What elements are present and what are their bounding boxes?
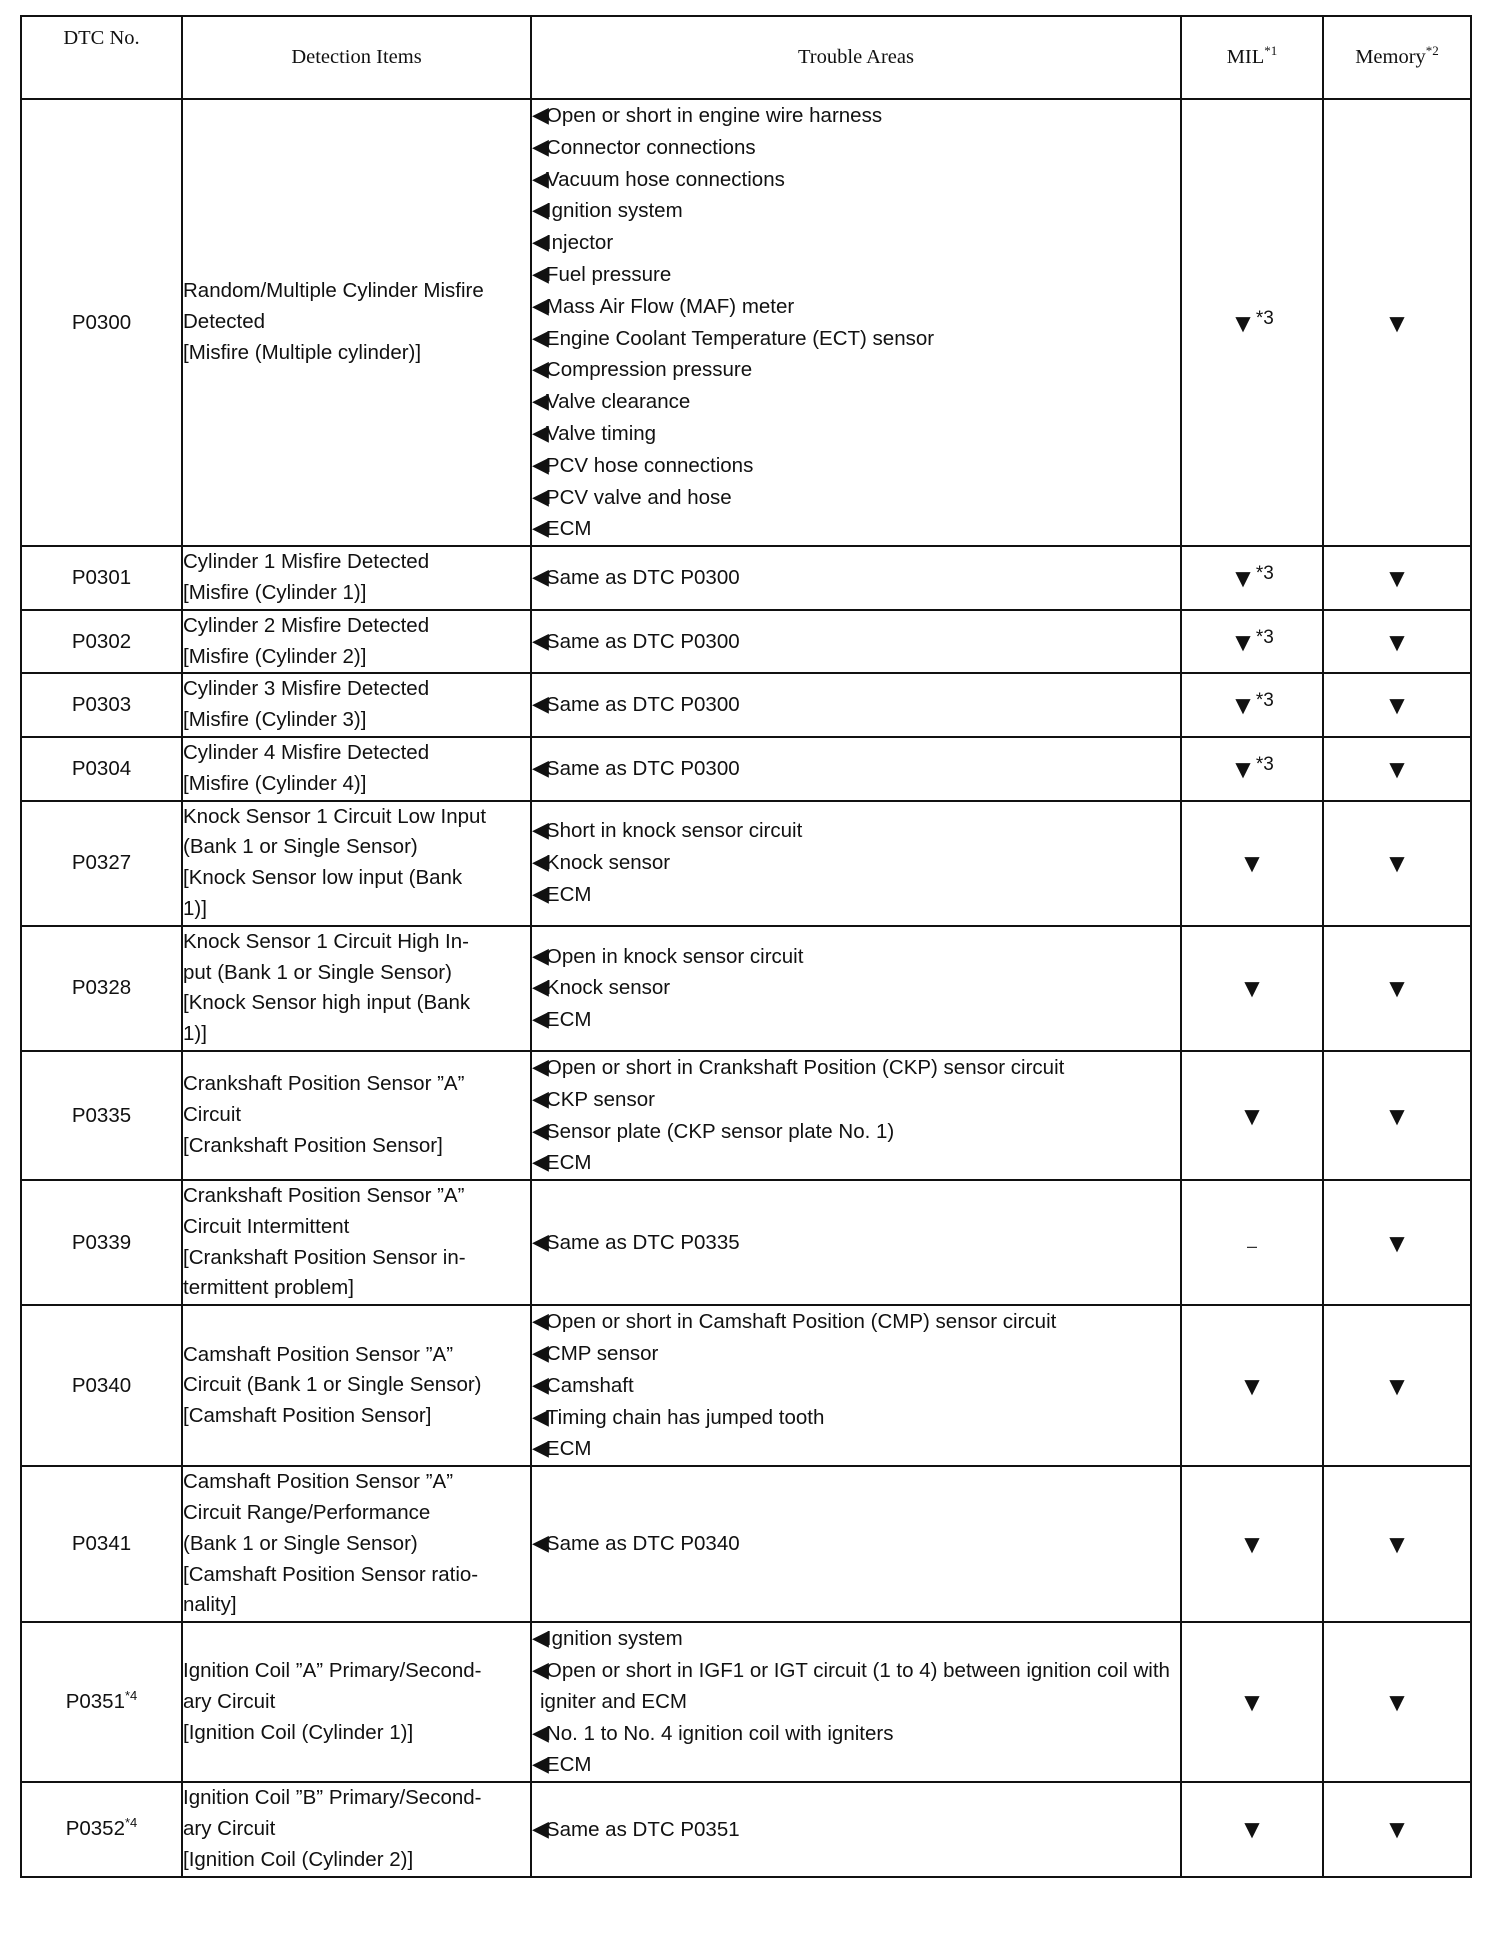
bullet-arrow-icon: ◀ xyxy=(532,1228,549,1254)
dtc-code: P0352 xyxy=(65,1817,125,1841)
bullet-arrow-icon: ◀ xyxy=(532,974,549,1000)
trouble-area-item xyxy=(532,562,1180,594)
trouble-area-item xyxy=(532,972,1180,1004)
detection-item-line: (Bank 1 or Single Sensor) xyxy=(183,1531,418,1555)
mil-cell xyxy=(1181,1051,1323,1180)
trouble-area-item xyxy=(532,482,1180,514)
trouble-area-item xyxy=(532,450,1180,482)
table-row xyxy=(21,546,1471,610)
table-row xyxy=(21,801,1471,926)
bullet-arrow-icon: ◀ xyxy=(532,1435,549,1461)
detection-items-cell xyxy=(182,546,531,610)
detection-item-line: Camshaft Position Sensor ”A” xyxy=(183,1342,454,1366)
memory-cell xyxy=(1323,1782,1471,1876)
memory-cell xyxy=(1323,1466,1471,1622)
trouble-area-item xyxy=(532,689,1180,721)
bullet-arrow-icon: ◀ xyxy=(532,1530,549,1556)
trouble-area-item xyxy=(532,132,1180,164)
trouble-area-item xyxy=(532,386,1180,418)
trouble-area-text: Same as DTC P0300 xyxy=(545,756,740,780)
detection-items-cell xyxy=(182,673,531,737)
memory-cell xyxy=(1323,1305,1471,1466)
trouble-area-text: ECM xyxy=(545,1151,592,1175)
trouble-area-item xyxy=(532,1147,1180,1179)
trouble-area-item xyxy=(532,1227,1180,1259)
detection-items-cell xyxy=(182,1622,531,1782)
trouble-area-item xyxy=(532,626,1180,658)
bullet-arrow-icon: ◀ xyxy=(532,881,549,907)
dtc-code: P0302 xyxy=(71,629,132,653)
memory-mark-icon: ▼ xyxy=(1384,562,1410,593)
memory-cell xyxy=(1323,737,1471,801)
detection-item-line: Cylinder 2 Misfire Detected xyxy=(183,613,430,637)
bullet-arrow-icon: ◀ xyxy=(532,451,549,477)
detection-item-line: ary Circuit xyxy=(183,1817,276,1841)
trouble-area-item xyxy=(532,195,1180,227)
mil-footnote-ref: *3 xyxy=(1255,626,1274,648)
trouble-area-text: ECM xyxy=(545,883,592,907)
memory-cell xyxy=(1323,801,1471,926)
memory-mark-icon: ▼ xyxy=(1384,1687,1410,1718)
table-row xyxy=(21,673,1471,737)
mil-on-mark-icon: ▼ xyxy=(1239,1814,1265,1845)
trouble-area-item xyxy=(532,815,1180,847)
dtc-code-cell xyxy=(21,1305,182,1466)
trouble-area-text: Same as DTC P0351 xyxy=(545,1817,740,1841)
header-memory: Memory$^{*2}$ xyxy=(1323,16,1471,99)
detection-item-line: [Misfire (Cylinder 1)] xyxy=(183,580,367,604)
detection-items-cell xyxy=(182,737,531,801)
detection-item-line: Knock Sensor 1 Circuit High In- xyxy=(183,929,469,953)
memory-mark-icon: ▼ xyxy=(1384,1370,1410,1401)
trouble-area-text: Injector xyxy=(545,231,614,255)
header-mil: MIL$^{*1}$ xyxy=(1181,16,1323,99)
dtc-code-cell xyxy=(21,99,182,546)
detection-items-cell xyxy=(182,801,531,926)
bullet-arrow-icon: ◀ xyxy=(532,229,549,255)
bullet-arrow-icon: ◀ xyxy=(532,1149,549,1175)
trouble-area-text: Camshaft xyxy=(545,1373,634,1397)
detection-item-line: Camshaft Position Sensor ”A” xyxy=(183,1470,454,1494)
memory-mark-icon: ▼ xyxy=(1384,1227,1410,1258)
dtc-code-cell xyxy=(21,1622,182,1782)
bullet-arrow-icon: ◀ xyxy=(532,627,549,653)
mil-cell xyxy=(1181,99,1323,546)
bullet-arrow-icon: ◀ xyxy=(532,102,549,127)
trouble-area-item xyxy=(532,323,1180,355)
trouble-area-text: Sensor plate (CKP sensor plate No. 1) xyxy=(545,1119,895,1143)
trouble-area-text: Connector connections xyxy=(545,135,756,159)
trouble-areas-cell xyxy=(531,1180,1181,1305)
detection-items-cell xyxy=(182,99,531,546)
trouble-area-item xyxy=(532,847,1180,879)
trouble-area-item xyxy=(532,259,1180,291)
trouble-area-item xyxy=(532,1084,1180,1116)
trouble-area-item xyxy=(532,1718,1180,1750)
memory-cell xyxy=(1323,610,1471,674)
mil-footnote-ref: *3 xyxy=(1255,753,1274,775)
trouble-area-text: PCV hose connections xyxy=(545,453,754,477)
mil-cell xyxy=(1181,610,1323,674)
bullet-arrow-icon: ◀ xyxy=(532,356,549,382)
mil-cell xyxy=(1181,546,1323,610)
mil-cell xyxy=(1181,1466,1323,1622)
detection-item-line: [Knock Sensor low input (Bank xyxy=(183,866,463,890)
bullet-arrow-icon: ◀ xyxy=(532,1719,549,1745)
detection-item-line: 1)] xyxy=(183,1022,207,1046)
detection-item-line: Ignition Coil ”B” Primary/Second- xyxy=(183,1786,482,1810)
table-row xyxy=(21,1051,1471,1180)
memory-cell xyxy=(1323,1051,1471,1180)
trouble-area-item xyxy=(532,1528,1180,1560)
memory-cell xyxy=(1323,926,1471,1051)
detection-item-line: termittent problem] xyxy=(183,1276,354,1300)
trouble-area-text: Same as DTC P0335 xyxy=(545,1230,740,1254)
table-row xyxy=(21,1622,1471,1782)
table-body xyxy=(21,99,1471,1877)
memory-mark-icon: ▼ xyxy=(1384,307,1410,338)
trouble-area-text: Compression pressure xyxy=(545,358,753,382)
trouble-area-item xyxy=(532,1306,1180,1338)
detection-item-line: Knock Sensor 1 Circuit Low Input xyxy=(183,804,487,828)
mil-footnote-ref: *3 xyxy=(1255,307,1274,329)
bullet-arrow-icon: ◀ xyxy=(532,1085,549,1111)
dtc-code: P0335 xyxy=(71,1103,132,1127)
detection-item-line: 1)] xyxy=(183,896,207,920)
trouble-area-item xyxy=(532,291,1180,323)
table-row xyxy=(21,1466,1471,1622)
mil-cell xyxy=(1181,926,1323,1051)
trouble-areas-cell xyxy=(531,1051,1181,1180)
trouble-area-item xyxy=(532,1623,1180,1655)
trouble-area-text: ECM xyxy=(545,517,592,541)
trouble-area-item xyxy=(532,513,1180,545)
trouble-area-item xyxy=(532,941,1180,973)
mil-on-mark-icon: ▼ xyxy=(1239,848,1265,879)
bullet-arrow-icon: ◀ xyxy=(532,564,549,590)
trouble-area-text: No. 1 to No. 4 ignition coil with igniters xyxy=(545,1721,894,1745)
trouble-area-item xyxy=(532,227,1180,259)
detection-item-line: [Misfire (Multiple cylinder)] xyxy=(183,340,422,364)
trouble-area-item xyxy=(532,100,1180,132)
bullet-arrow-icon: ◀ xyxy=(532,817,549,843)
trouble-area-text: CMP sensor xyxy=(545,1342,659,1366)
trouble-area-text: PCV valve and hose xyxy=(545,485,732,509)
trouble-area-text: Same as DTC P0300 xyxy=(545,693,740,717)
detection-items-cell xyxy=(182,1051,531,1180)
trouble-area-item xyxy=(532,1433,1180,1465)
bullet-arrow-icon: ◀ xyxy=(532,942,549,968)
bullet-arrow-icon: ◀ xyxy=(532,515,549,541)
memory-mark-icon: ▼ xyxy=(1384,848,1410,879)
trouble-area-item xyxy=(532,753,1180,785)
trouble-areas-cell xyxy=(531,99,1181,546)
table-row xyxy=(21,1305,1471,1466)
bullet-arrow-icon: ◀ xyxy=(532,1006,549,1032)
mil-on-mark-icon: ▼ xyxy=(1230,307,1256,338)
dtc-code: P0328 xyxy=(71,976,132,1000)
table-row xyxy=(21,99,1471,546)
detection-item-line: ary Circuit xyxy=(183,1689,276,1713)
dtc-code-cell xyxy=(21,1180,182,1305)
detection-item-line: Ignition Coil ”A” Primary/Second- xyxy=(183,1659,482,1683)
memory-mark-icon: ▼ xyxy=(1384,626,1410,657)
memory-cell xyxy=(1323,673,1471,737)
header-dtc-no: DTC No. xyxy=(21,16,182,99)
detection-item-line: Random/Multiple Cylinder Misfire xyxy=(183,279,484,303)
detection-item-line: [Misfire (Cylinder 2)] xyxy=(183,644,367,668)
bullet-arrow-icon: ◀ xyxy=(532,483,549,509)
mil-cell xyxy=(1181,1180,1323,1305)
trouble-area-text: Same as DTC P0300 xyxy=(545,566,740,590)
dtc-code-cell xyxy=(21,926,182,1051)
dtc-code-cell xyxy=(21,1782,182,1876)
mil-cell xyxy=(1181,673,1323,737)
detection-item-line: Circuit Intermittent xyxy=(183,1214,350,1238)
mil-cell xyxy=(1181,1782,1323,1876)
trouble-area-text: Vacuum hose connections xyxy=(545,167,785,191)
dtc-code-cell xyxy=(21,1466,182,1622)
table-row xyxy=(21,1180,1471,1305)
trouble-area-text: ECM xyxy=(545,1008,592,1032)
table-row xyxy=(21,926,1471,1051)
detection-item-line: put (Bank 1 or Single Sensor) xyxy=(183,960,452,984)
trouble-area-text: Same as DTC P0340 xyxy=(545,1532,740,1556)
detection-item-line: Detected xyxy=(183,310,266,334)
bullet-arrow-icon: ◀ xyxy=(532,165,549,191)
bullet-arrow-icon: ◀ xyxy=(532,691,549,717)
dtc-code-cell xyxy=(21,610,182,674)
bullet-arrow-icon: ◀ xyxy=(532,754,549,780)
trouble-area-text: Knock sensor xyxy=(545,851,671,875)
trouble-areas-cell xyxy=(531,546,1181,610)
detection-item-line: Circuit Range/Performance xyxy=(183,1501,431,1525)
bullet-arrow-icon: ◀ xyxy=(532,260,549,286)
header-trouble-areas: Trouble Areas xyxy=(531,16,1181,99)
detection-item-line: [Camshaft Position Sensor ratio- xyxy=(183,1562,479,1586)
memory-mark-icon: ▼ xyxy=(1384,973,1410,1004)
trouble-area-text: Open or short in Crankshaft Position (CKP) sensor circuit xyxy=(545,1055,1065,1079)
dtc-code: P0341 xyxy=(71,1532,132,1556)
dtc-code-cell xyxy=(21,737,182,801)
table-header xyxy=(21,16,1471,99)
memory-mark-icon: ▼ xyxy=(1384,753,1410,784)
trouble-areas-cell xyxy=(531,926,1181,1051)
detection-item-line: Cylinder 1 Misfire Detected xyxy=(183,550,430,574)
trouble-area-item xyxy=(532,1052,1180,1084)
detection-item-line: [Crankshaft Position Sensor in- xyxy=(183,1245,466,1269)
header-detection-items: Detection Items xyxy=(182,16,531,99)
detection-item-line: [Misfire (Cylinder 4)] xyxy=(183,771,367,795)
trouble-area-text: Valve clearance xyxy=(545,390,691,414)
trouble-area-item xyxy=(532,1370,1180,1402)
mil-on-mark-icon: ▼ xyxy=(1230,753,1256,784)
trouble-area-text: Engine Coolant Temperature (ECT) sensor xyxy=(545,326,935,350)
trouble-area-text: Open in knock sensor circuit xyxy=(545,944,804,968)
dtc-code: P0351 xyxy=(65,1690,125,1714)
dtc-code-cell xyxy=(21,546,182,610)
bullet-arrow-icon: ◀ xyxy=(532,133,549,159)
memory-mark-icon: ▼ xyxy=(1384,690,1410,721)
mil-cell xyxy=(1181,1622,1323,1782)
detection-items-cell xyxy=(182,1305,531,1466)
bullet-arrow-icon: ◀ xyxy=(532,419,549,445)
detection-item-line: Crankshaft Position Sensor ”A” xyxy=(183,1184,465,1208)
trouble-area-text: Ignition system xyxy=(545,1627,683,1651)
detection-item-line: [Ignition Coil (Cylinder 1)] xyxy=(183,1720,414,1744)
bullet-arrow-icon: ◀ xyxy=(532,1371,549,1397)
mil-on-mark-icon: ▼ xyxy=(1239,1687,1265,1718)
trouble-areas-cell xyxy=(531,801,1181,926)
mil-on-mark-icon: ▼ xyxy=(1239,1529,1265,1560)
trouble-area-item xyxy=(532,879,1180,911)
trouble-area-text: Knock sensor xyxy=(545,976,671,1000)
detection-item-line: [Misfire (Cylinder 3)] xyxy=(183,708,367,732)
trouble-area-text: Same as DTC P0300 xyxy=(545,629,740,653)
detection-item-line: [Knock Sensor high input (Bank xyxy=(183,991,471,1015)
mil-cell xyxy=(1181,737,1323,801)
memory-footnote-mark: *2 xyxy=(1425,43,1439,59)
memory-mark-icon: ▼ xyxy=(1384,1814,1410,1845)
detection-items-cell xyxy=(182,1782,531,1876)
trouble-area-text: ECM xyxy=(545,1437,592,1461)
bullet-arrow-icon: ◀ xyxy=(532,292,549,318)
trouble-area-text: Open or short in IGF1 or IGT circuit (1 to 4) between ignition coil with igniter and ECM xyxy=(540,1659,1170,1713)
dtc-code-cell xyxy=(21,1051,182,1180)
trouble-area-item xyxy=(532,1338,1180,1370)
bullet-arrow-icon: ◀ xyxy=(532,1340,549,1366)
detection-item-line: Cylinder 3 Misfire Detected xyxy=(183,677,430,701)
bullet-arrow-icon: ◀ xyxy=(532,1751,549,1777)
memory-cell xyxy=(1323,1180,1471,1305)
table-row xyxy=(21,1782,1471,1876)
bullet-arrow-icon: ◀ xyxy=(532,1308,549,1334)
detection-item-line: [Camshaft Position Sensor] xyxy=(183,1404,432,1428)
detection-item-line: Cylinder 4 Misfire Detected xyxy=(183,740,430,764)
header-row xyxy=(21,16,1471,99)
trouble-area-text: Ignition system xyxy=(545,199,683,223)
trouble-area-item xyxy=(532,164,1180,196)
trouble-areas-cell xyxy=(531,610,1181,674)
dtc-code: P0327 xyxy=(71,851,132,875)
memory-cell xyxy=(1323,1622,1471,1782)
trouble-areas-cell xyxy=(531,1466,1181,1622)
bullet-arrow-icon: ◀ xyxy=(532,1625,549,1651)
mil-footnote-mark: *1 xyxy=(1264,43,1278,59)
table-row xyxy=(21,737,1471,801)
dtc-code: P0339 xyxy=(71,1230,132,1254)
trouble-area-item xyxy=(532,1402,1180,1434)
trouble-area-text: Short in knock sensor circuit xyxy=(545,819,803,843)
trouble-area-item xyxy=(532,1655,1180,1718)
table-row xyxy=(21,610,1471,674)
dtc-footnote-mark: *4 xyxy=(124,1688,138,1704)
bullet-arrow-icon: ◀ xyxy=(532,1117,549,1143)
detection-items-cell xyxy=(182,1466,531,1622)
detection-items-cell xyxy=(182,1180,531,1305)
detection-item-line: Crankshaft Position Sensor ”A” xyxy=(183,1072,465,1096)
mil-on-mark-icon: ▼ xyxy=(1230,562,1256,593)
bullet-arrow-icon: ◀ xyxy=(532,1403,549,1429)
memory-mark-icon: ▼ xyxy=(1384,1529,1410,1560)
detection-items-cell xyxy=(182,610,531,674)
detection-item-line: Circuit (Bank 1 or Single Sensor) xyxy=(183,1373,482,1397)
mil-on-mark-icon: ▼ xyxy=(1239,1100,1265,1131)
trouble-area-text: CKP sensor xyxy=(545,1087,655,1111)
trouble-area-item xyxy=(532,1814,1180,1846)
mil-on-mark-icon: ▼ xyxy=(1239,973,1265,1004)
trouble-areas-cell xyxy=(531,737,1181,801)
bullet-arrow-icon: ◀ xyxy=(532,1657,549,1683)
trouble-area-text: Fuel pressure xyxy=(545,262,672,286)
trouble-area-item xyxy=(532,1116,1180,1148)
trouble-areas-cell xyxy=(531,1305,1181,1466)
dtc-code: P0303 xyxy=(71,693,132,717)
mil-cell xyxy=(1181,801,1323,926)
trouble-area-text: Open or short in engine wire harness xyxy=(545,104,883,127)
trouble-area-item xyxy=(532,1004,1180,1036)
dtc-code-cell xyxy=(21,673,182,737)
dtc-code: P0340 xyxy=(71,1373,132,1397)
trouble-areas-cell xyxy=(531,1782,1181,1876)
bullet-arrow-icon: ◀ xyxy=(532,324,549,350)
trouble-area-item xyxy=(532,354,1180,386)
dtc-table xyxy=(20,15,1472,1878)
trouble-area-text: Mass Air Flow (MAF) meter xyxy=(545,294,795,318)
dtc-code-cell xyxy=(21,801,182,926)
mil-on-mark-icon: ▼ xyxy=(1230,690,1256,721)
trouble-area-text: Valve timing xyxy=(545,421,657,445)
trouble-area-text: ECM xyxy=(545,1753,592,1777)
mil-on-mark-icon: ▼ xyxy=(1239,1370,1265,1401)
detection-item-line: [Ignition Coil (Cylinder 2)] xyxy=(183,1847,414,1871)
mil-footnote-ref: *3 xyxy=(1255,690,1274,712)
memory-mark-icon: ▼ xyxy=(1384,1100,1410,1131)
detection-item-line: [Crankshaft Position Sensor] xyxy=(183,1133,443,1157)
mil-footnote-ref: *3 xyxy=(1255,562,1274,584)
trouble-area-item xyxy=(532,1749,1180,1781)
dtc-footnote-mark: *4 xyxy=(124,1815,138,1831)
mil-on-mark-icon: ▼ xyxy=(1230,626,1256,657)
trouble-areas-cell xyxy=(531,673,1181,737)
mil-cell xyxy=(1181,1305,1323,1466)
bullet-arrow-icon: ◀ xyxy=(532,849,549,875)
dtc-code: P0301 xyxy=(71,565,132,589)
trouble-area-text: Timing chain has jumped tooth xyxy=(545,1405,825,1429)
detection-items-cell xyxy=(182,926,531,1051)
dtc-code: P0300 xyxy=(71,310,132,334)
dtc-code: P0304 xyxy=(71,756,132,780)
bullet-arrow-icon: ◀ xyxy=(532,388,549,414)
bullet-arrow-icon: ◀ xyxy=(532,1815,549,1841)
detection-item-line: nality] xyxy=(183,1593,237,1617)
trouble-area-text: Open or short in Camshaft Position (CMP) sensor circuit xyxy=(545,1310,1057,1334)
mil-dash: – xyxy=(1246,1235,1257,1256)
bullet-arrow-icon: ◀ xyxy=(532,197,549,223)
memory-cell xyxy=(1323,99,1471,546)
bullet-arrow-icon: ◀ xyxy=(532,1053,549,1079)
detection-item-line: Circuit xyxy=(183,1103,242,1127)
detection-item-line: (Bank 1 or Single Sensor) xyxy=(183,835,418,859)
trouble-area-item xyxy=(532,418,1180,450)
memory-cell xyxy=(1323,546,1471,610)
trouble-areas-cell xyxy=(531,1622,1181,1782)
